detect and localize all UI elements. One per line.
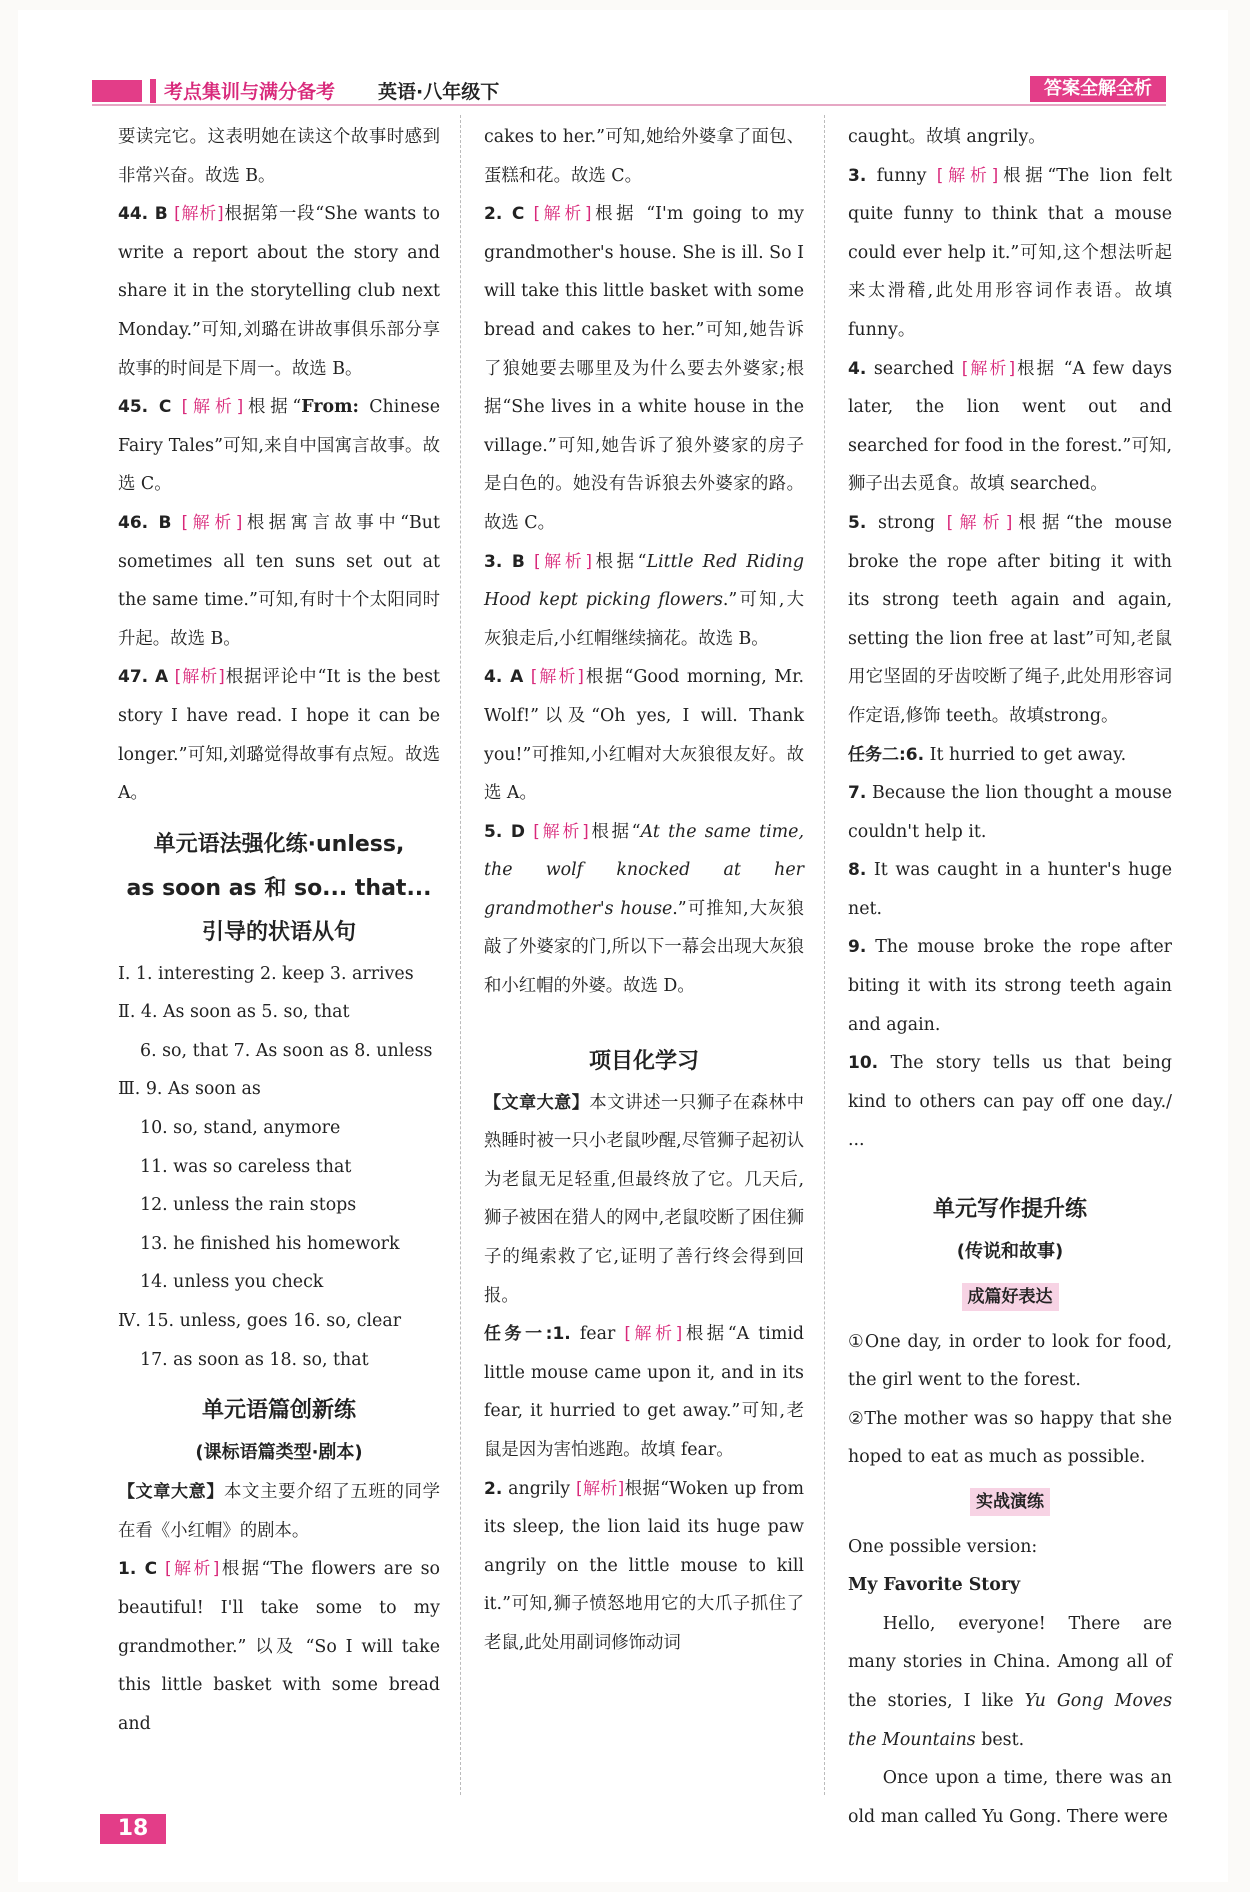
paragraph: caught。故填 angrily。 xyxy=(848,127,1046,147)
section-subtitle: (课标语篇类型·剧本) xyxy=(195,1442,363,1464)
header-marker xyxy=(150,79,156,103)
column-2 xyxy=(484,118,804,1663)
grammar-answers: Ⅱ. 4. As soon as 5. so, that xyxy=(118,1002,350,1023)
essay-paragraph: Once upon a time, there was an old man called Yu Gong. There were xyxy=(848,1768,1172,1827)
grammar-answers: 13. he finished his homework xyxy=(140,1233,400,1254)
summary: 【文章大意】本文讲述一只狮子在森林中熟睡时被一只小老鼠吵醒,尽管狮子起初认为老鼠无足轻重,但最终放了它。几天后,狮子被困在猎人的网中,老鼠咬断了困住狮子的绳索救了它,证明了善行终会得到回报。 xyxy=(484,1092,804,1306)
section-title-project: 项目化学习 xyxy=(588,1048,699,1074)
column-1 xyxy=(118,118,440,1743)
grammar-answers: 17. as soon as 18. so, that xyxy=(140,1349,369,1370)
answer-2: 2. C [解析]根据 “I'm going to my grandmother's house. She is ill. So I will take this little basket with some bread and cakes to her.”可知,她告诉了狼她要去哪里及为什么要去外婆家;根据“She lives in a white house in the village.”可知,她告诉了狼外婆家的房子是白色的。她没有告诉狼去外婆家的路。故选 C。 xyxy=(484,204,804,533)
box-label: 实战演练 xyxy=(848,1483,1172,1522)
task-1-answer-3: 3. funny [解析]根据“The lion felt quite funny to think that a mouse could ever help it.”可知,这个想法听起来太滑稽,此处用形容词作表语。故填 funny。 xyxy=(848,165,1173,340)
answer-44: 44. B [解析]根据第一段“She wants to write a report about the story and share it in the storytelling club next Monday.”可知,刘璐在讲故事俱乐部分享故事的时间是下周一。故选 B。 xyxy=(118,204,440,379)
grammar-answers: Ⅲ. 9. As soon as xyxy=(118,1079,261,1100)
column-divider xyxy=(460,115,461,1795)
paragraph: 要读完它。这表明她在读这个故事时感到非常兴奋。故选 B。 xyxy=(118,127,440,186)
task-2-answer-6: 任务二:6. It hurried to get away. xyxy=(848,744,1127,765)
column-3 xyxy=(848,118,1172,1836)
grammar-answers: 10. so, stand, anymore xyxy=(140,1118,341,1139)
answer-45: 45. C [解析]根据“From: Chinese Fairy Tales”可知,来自中国寓言故事。故选 C。 xyxy=(118,397,440,495)
page-number: 18 xyxy=(100,1814,166,1844)
answer-4: 4. A [解析]根据“Good morning, Mr. Wolf!”以及“Oh yes, I will. Thank you!”可推知,小红帽对大灰狼很友好。故选 A。 xyxy=(484,667,804,804)
summary: 【文章大意】本文主要介绍了五班的同学在看《小红帽》的剧本。 xyxy=(118,1482,440,1541)
header-subject: 英语·八年级下 xyxy=(378,81,500,103)
section-title-grammar: 单元语法强化练·unless, as soon as 和 so... that... 引导的状语从句 xyxy=(126,831,432,945)
task-2-answer-10: 10. The story tells us that being kind to others can pay off one day./ ... xyxy=(848,1053,1172,1151)
header-title: 考点集训与满分备考 xyxy=(164,81,336,103)
answer-46: 46. B [解析]根据寓言故事中“But sometimes all ten suns set out at the same time.”可知,有时十个太阳同时升起。故选 B。 xyxy=(118,512,440,649)
answer-3: 3. B [解析]根据“Little Red Riding Hood kept picking flowers.”可知,大灰狼走后,小红帽继续摘花。故选 B。 xyxy=(484,551,804,649)
version-label: One possible version: xyxy=(848,1536,1038,1557)
task-1-answer-5: 5. strong [解析]根据“the mouse broke the rope after biting it with its strong teeth again and again, setting the lion free at last”可知,老鼠用它坚固的牙齿咬断了绳子,此处用形容词作定语,修饰 teeth。故填strong。 xyxy=(848,512,1173,726)
sentence: ①One day, in order to look for food, the girl went to the forest. xyxy=(848,1331,1172,1391)
grammar-answers: Ⅳ. 15. unless, goes 16. so, clear xyxy=(118,1311,402,1332)
task-2-answer-7: 7. Because the lion thought a mouse couldn't help it. xyxy=(848,783,1173,842)
task-2-answer-9: 9. The mouse broke the rope after biting it with its strong teeth again and again. xyxy=(848,937,1172,1035)
section-title-reading: 单元语篇创新练 xyxy=(201,1398,356,1424)
grammar-answers: 14. unless you check xyxy=(140,1272,324,1293)
box-label: 成篇好表达 xyxy=(848,1278,1172,1317)
sentence: ②The mother was so happy that she hoped to eat as much as possible. xyxy=(848,1408,1172,1468)
task-1-answer-4: 4. searched [解析]根据 “A few days later, the lion went out and searched for food in the forest.”可知,狮子出去觅食。故填 searched。 xyxy=(848,358,1173,495)
header-color-bar xyxy=(92,80,142,102)
header-badge: 答案全解全析 xyxy=(1030,76,1166,102)
grammar-answers: 11. was so careless that xyxy=(140,1156,352,1177)
grammar-answers: 6. so, that 7. As soon as 8. unless xyxy=(140,1040,433,1061)
answer-47: 47. A [解析]根据评论中“It is the best story I have read. I hope it can be longer.”可知,刘璐觉得故事有点短。故选 A。 xyxy=(118,667,441,804)
grammar-answers: Ⅰ. 1. interesting 2. keep 3. arrives xyxy=(118,963,414,984)
task-2-answer-8: 8. It was caught in a hunter's huge net. xyxy=(848,860,1172,919)
section-title-writing: 单元写作提升练 xyxy=(932,1197,1087,1223)
header-rule xyxy=(92,104,1166,106)
answer-1: 1. C [解析]根据“The flowers are so beautiful! I'll take some to my grandmother.” 以及 “So I will take this little basket with some bread and xyxy=(118,1559,441,1734)
essay-paragraph: Hello, everyone! There are many stories in China. Among all of the stories, I like Yu Gong Moves the Mountains best. xyxy=(848,1613,1172,1750)
essay-title: My Favorite Story xyxy=(848,1575,1021,1596)
answer-5: 5. D [解析]根据“At the same time, the wolf knocked at her grandmother's house.”可推知,大灰狼敲了外婆家的门,所以下一幕会出现大灰狼和小红帽的外婆。故选 D。 xyxy=(484,821,804,997)
task-1-answer-2: 2. angrily [解析]根据“Woken up from its sleep, the lion laid its huge paw angrily on the little mouse to kill it.”可知,狮子愤怒地用它的大爪子抓住了老鼠,此处用副词修饰动词 xyxy=(484,1478,804,1653)
column-divider xyxy=(824,115,825,1795)
paragraph: cakes to her.”可知,她给外婆拿了面包、蛋糕和花。故选 C。 xyxy=(484,127,804,186)
section-subtitle: (传说和故事) xyxy=(956,1241,1064,1263)
task-1-answer-1: 任务一:1. fear [解析]根据“A timid little mouse came upon it, and in its fear, it hurried to get away.”可知,老鼠是因为害怕逃跑。故填 fear。 xyxy=(484,1324,805,1460)
grammar-answers: 12. unless the rain stops xyxy=(140,1195,357,1216)
